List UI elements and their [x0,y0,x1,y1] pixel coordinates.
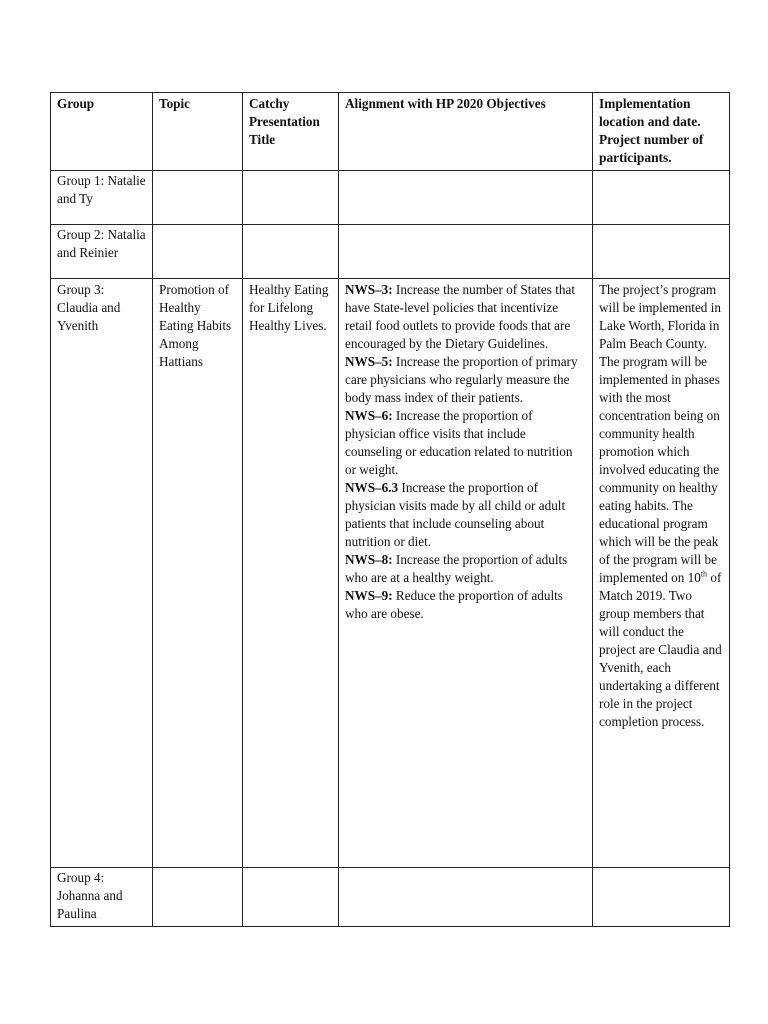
table-row-group-4 [51,868,730,927]
header-title: Catchy Presentation Title [243,93,339,171]
objective-text: Increase the proportion of physician office visits that include counseling or education related to nutrition or weight. [345,408,573,477]
title-cell: Healthy Eating for Lifelong Healthy Lives. [243,279,339,868]
group-name-cell: Group 2: Natalia and Reinier [51,225,153,279]
header-group: Group [51,93,153,171]
objective-code: NWS–5: [345,354,393,369]
implementation-cell [593,225,730,279]
topic-cell [153,171,243,225]
objective-item [345,479,586,551]
group-name-cell: Group 4: Johanna and Paulina [51,868,153,927]
objective-code: NWS–6.3 [345,480,399,495]
topic-cell [153,868,243,927]
objective-text: Increase the proportion of physician visits made by all child or adult patients that include counseling about nutrition or diet. [345,480,566,549]
alignment-cell [339,225,593,279]
title-cell [243,868,339,927]
objective-item [345,587,586,623]
objective-text: Reduce the proportion of adults who are obese. [345,588,563,621]
alignment-cell [339,868,593,927]
topic-cell [153,225,243,279]
objective-item [345,551,586,587]
implementation-cell [593,868,730,927]
header-implementation: Implementation location and date. Project number of participants. [593,93,730,171]
alignment-cell [339,171,593,225]
title-cell [243,171,339,225]
objective-text: Increase the number of States that have State-level policies that incentivize retail food outlets to provide foods that are encouraged by the Dietary Guidelines. [345,282,575,351]
table-header-row [51,93,730,171]
objective-code: NWS–8: [345,552,393,567]
header-topic: Topic [153,93,243,171]
objective-code: NWS–6: [345,408,393,423]
group-name-cell: Group 1: Natalie and Ty [51,171,153,225]
table-row-group-1 [51,171,730,225]
table-row-group-2 [51,225,730,279]
implementation-text-continued: of Match 2019. Two group members that will conduct the project are Claudia and Yvenith, each undertaking a different role in the project completion process. [599,570,722,729]
objective-code: NWS–9: [345,588,393,603]
objective-item [345,281,586,353]
objective-item [345,353,586,407]
implementation-cell [593,171,730,225]
group-assignment-table [50,92,730,927]
group-name-cell: Group 3: Claudia and Yvenith [51,279,153,868]
alignment-cell [339,279,593,868]
header-alignment: Alignment with HP 2020 Objectives [339,93,593,171]
objective-code: NWS–3: [345,282,393,297]
ordinal-suffix: th [700,569,708,579]
implementation-text: The project’s program will be implemented in Lake Worth, Florida in Palm Beach County. The program will be implemented in phases with the most concentration being on community health promotion which involved educating the community on healthy eating habits. The educational program which will be the peak of the program will be implemented on 10 [599,282,721,585]
table-row-group-3 [51,279,730,868]
topic-cell: Promotion of Healthy Eating Habits Among Hattians [153,279,243,868]
objective-text: Increase the proportion of primary care physicians who regularly measure the body mass index of their patients. [345,354,578,405]
implementation-cell [593,279,730,868]
objective-item [345,407,586,479]
title-cell [243,225,339,279]
objective-text: Increase the proportion of adults who are at a healthy weight. [345,552,568,585]
